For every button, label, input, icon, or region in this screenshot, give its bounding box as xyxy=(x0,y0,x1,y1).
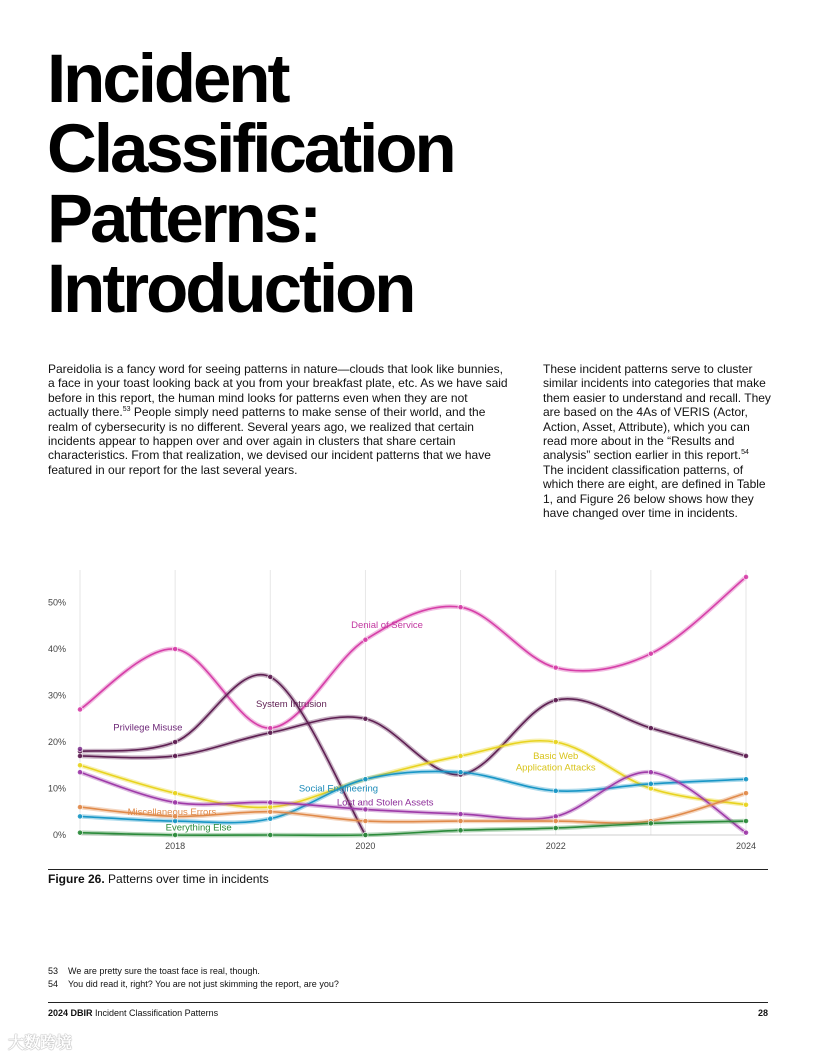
x-tick-label: 2024 xyxy=(735,841,757,851)
data-point-lost-and-stolen-assets xyxy=(743,830,748,835)
footnote xyxy=(48,965,339,978)
data-point-denial-of-service xyxy=(458,605,463,610)
data-point-denial-of-service xyxy=(553,665,558,670)
data-point-denial-of-service xyxy=(173,646,178,651)
data-point-miscellaneous-errors xyxy=(268,809,273,814)
page-number: 28 xyxy=(757,1008,768,1018)
data-point-basic-web-application-attacks xyxy=(173,791,178,796)
data-point-lost-and-stolen-assets xyxy=(77,770,82,775)
intro-left-text-cont: People simply need patterns to make sense of their world, and the realm of cybersecurity is no different. Several years ago, we realized that certain incidents appear to happen over and over again in clusters that share certain characteristics. From that realization, we devised our incident patterns that we have featured in our report for the last several years. xyxy=(48,405,491,477)
footnote-ref-54[interactable]: 54 xyxy=(741,449,749,457)
data-point-system-intrusion xyxy=(268,730,273,735)
x-tick-label: 2020 xyxy=(355,841,376,851)
series-label: Miscellaneous Errors xyxy=(127,807,217,819)
data-point-everything-else xyxy=(743,818,748,823)
caption-divider xyxy=(48,869,768,870)
intro-right-text: These incident patterns serve to cluster similar incidents into categories that make them easier to understand and recall. They are based on the 4As of VERIS (Actor, Action, Asset, Attribute), which you can read more about in the “Results and analysis” section earlier in this report. xyxy=(543,362,771,463)
data-point-miscellaneous-errors xyxy=(458,818,463,823)
data-point-system-intrusion xyxy=(173,739,178,744)
y-tick-label: 40% xyxy=(47,644,66,655)
series-label: Privilege Misuse xyxy=(113,722,183,734)
y-tick-label: 10% xyxy=(47,783,66,794)
data-point-system-intrusion xyxy=(173,753,178,758)
title-line: Patterns: xyxy=(47,180,320,257)
series-halo-system-intrusion xyxy=(80,699,746,775)
data-point-lost-and-stolen-assets xyxy=(173,800,178,805)
series-label: Basic Web xyxy=(533,751,579,763)
data-point-social-engineering xyxy=(553,788,558,793)
data-point-system-intrusion xyxy=(648,725,653,730)
y-tick-label: 0% xyxy=(52,830,66,840)
page-title xyxy=(47,40,454,327)
y-tick-label: 30% xyxy=(47,690,66,701)
series-halo-denial-of-service xyxy=(80,577,746,728)
footnote-text: You did read it, right? You are not just skimming the report, are you? xyxy=(68,978,339,989)
data-point-miscellaneous-errors xyxy=(77,805,82,810)
data-point-social-engineering xyxy=(268,816,273,821)
title-line: Classification xyxy=(47,110,454,187)
data-point-system-intrusion xyxy=(77,753,82,758)
data-point-basic-web-application-attacks xyxy=(743,802,748,807)
series-label: System Intrusion xyxy=(256,699,327,711)
data-point-basic-web-application-attacks xyxy=(458,753,463,758)
data-point-denial-of-service xyxy=(77,707,82,712)
data-point-denial-of-service xyxy=(363,637,368,642)
data-point-everything-else xyxy=(648,821,653,826)
title-line: Incident xyxy=(47,40,288,117)
data-point-lost-and-stolen-assets xyxy=(268,800,273,805)
data-point-social-engineering xyxy=(77,814,82,819)
data-point-everything-else xyxy=(77,830,82,835)
data-point-social-engineering xyxy=(363,777,368,782)
data-point-system-intrusion xyxy=(743,753,748,758)
title-line: Introduction xyxy=(47,250,414,327)
y-tick-label: 20% xyxy=(47,737,66,748)
series-label: Everything Else xyxy=(165,822,232,834)
data-point-denial-of-service xyxy=(648,651,653,656)
series-label: Social Engineering xyxy=(298,783,379,795)
running-footer xyxy=(48,1008,218,1018)
report-name: 2024 DBIR xyxy=(48,1008,93,1018)
x-tick-label: 2022 xyxy=(545,841,566,851)
data-point-miscellaneous-errors xyxy=(743,791,748,796)
data-point-miscellaneous-errors xyxy=(363,818,368,823)
series-line-system-intrusion xyxy=(80,699,746,775)
data-point-system-intrusion xyxy=(553,698,558,703)
footnotes xyxy=(48,965,339,990)
y-tick-label: 50% xyxy=(47,597,66,608)
data-point-basic-web-application-attacks xyxy=(553,739,558,744)
figure-number: Figure 26. xyxy=(48,872,105,886)
data-point-everything-else xyxy=(268,832,273,837)
intro-paragraph-right xyxy=(543,362,771,520)
data-point-denial-of-service xyxy=(743,574,748,579)
footnote-text: We are pretty sure the toast face is real, though. xyxy=(68,966,260,976)
series-label: Application Attacks xyxy=(515,762,596,774)
data-point-basic-web-application-attacks xyxy=(77,763,82,768)
footnote-number: 53 xyxy=(48,966,59,976)
intro-left-text: Pareidolia is a fancy word for seeing patterns in nature—clouds that look like bunnies, a face in your toast looking back at you from your breakfast plate, etc. As we have said before in this report, the human mind looks for patterns even when they are not actually there. xyxy=(48,362,508,420)
data-point-social-engineering xyxy=(743,777,748,782)
data-point-miscellaneous-errors xyxy=(553,818,558,823)
figure-caption-text: Patterns over time in incidents xyxy=(104,872,269,886)
patterns-line-chart xyxy=(38,566,768,856)
series-label: Lost and Stolen Assets xyxy=(336,797,434,809)
series-label: Denial of Service xyxy=(351,620,423,632)
data-point-everything-else xyxy=(553,825,558,830)
data-point-social-engineering xyxy=(458,770,463,775)
data-point-lost-and-stolen-assets xyxy=(458,811,463,816)
footnote-number: 54 xyxy=(48,978,59,989)
intro-right-text-cont: The incident classification patterns, of which there are eight, are defined in Table 1, and Figure 26 below shows how they have changed over time in incidents. xyxy=(543,462,766,521)
footer-divider xyxy=(48,1002,768,1003)
data-point-everything-else xyxy=(363,832,368,837)
data-point-privilege-misuse xyxy=(77,746,82,751)
footnote xyxy=(48,978,339,991)
series-line-denial-of-service xyxy=(80,577,746,728)
intro-paragraph-left xyxy=(48,362,508,477)
data-point-lost-and-stolen-assets xyxy=(648,770,653,775)
data-point-system-intrusion xyxy=(268,674,273,679)
footnote-ref-53[interactable]: 53 xyxy=(122,406,131,414)
section-name: Incident Classification Patterns xyxy=(92,1008,219,1018)
data-point-system-intrusion xyxy=(363,716,368,721)
figure-caption xyxy=(48,872,269,886)
watermark-logo: 大数跨境 xyxy=(8,1035,73,1052)
x-tick-label: 2018 xyxy=(165,841,186,851)
data-point-everything-else xyxy=(458,828,463,833)
data-point-social-engineering xyxy=(648,781,653,786)
